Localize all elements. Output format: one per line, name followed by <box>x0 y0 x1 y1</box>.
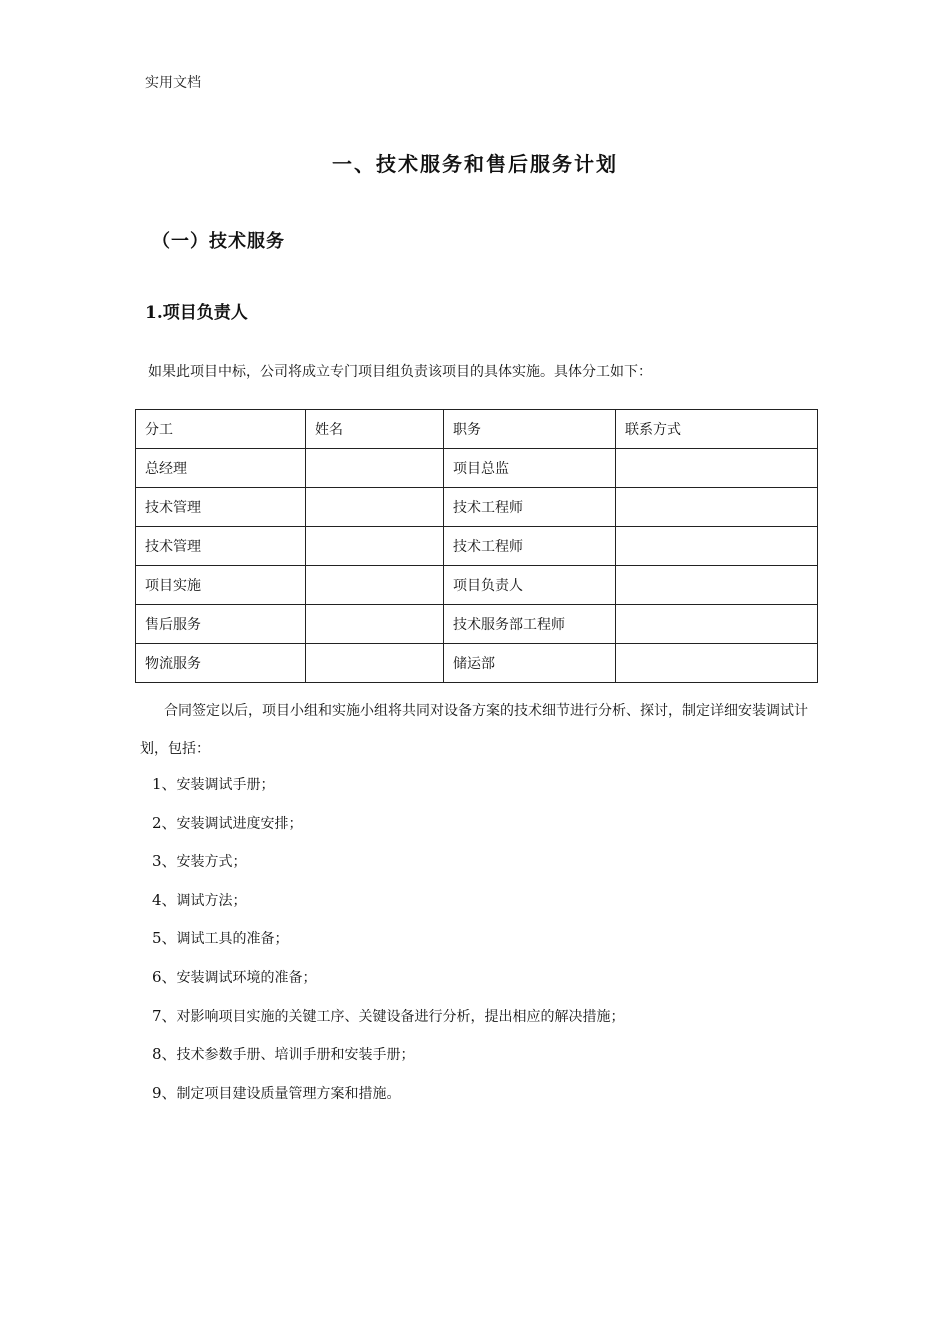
table-cell <box>616 605 818 644</box>
table-cell <box>306 644 444 683</box>
list-item-number: 6、 <box>152 967 177 986</box>
list-item-text: 对影响项目实施的关键工序、关键设备进行分析，提出相应的解决措施； <box>176 1008 625 1025</box>
table-cell <box>306 527 444 566</box>
staff-table <box>135 409 818 683</box>
table-cell <box>306 605 444 644</box>
table-row <box>136 527 818 566</box>
table-cell: 技术管理 <box>136 527 306 566</box>
step-list <box>152 765 625 1112</box>
table-cell: 技术工程师 <box>444 527 616 566</box>
list-item <box>152 804 625 843</box>
list-item-number: 8、 <box>152 1045 177 1064</box>
intro-paragraph: 如果此项目中标，公司将成立专门项目组负责该项目的具体实施。具体分工如下： <box>148 364 652 380</box>
table-cell: 储运部 <box>444 644 616 683</box>
list-item-number: 5、 <box>152 929 177 948</box>
table-cell: 技术工程师 <box>444 488 616 527</box>
table-cell: 技术服务部工程师 <box>444 605 616 644</box>
list-item-text: 调试方法； <box>176 892 247 909</box>
table-cell <box>616 566 818 605</box>
section-heading: （一）技术服务 <box>152 231 285 252</box>
table-cell <box>306 566 444 605</box>
list-item-text: 安装调试环境的准备； <box>176 969 317 986</box>
after-paragraph: 合同签定以后，项目小组和实施小组将共同对设备方案的技术细节进行分析、探讨，制定详细安装调试计划，包括： <box>140 703 808 757</box>
table-cell <box>616 527 818 566</box>
table-cell: 项目实施 <box>136 566 306 605</box>
list-item <box>152 765 625 804</box>
list-item-text: 制定项目建设质量管理方案和措施。 <box>176 1085 401 1102</box>
table-row <box>136 488 818 527</box>
list-item-number: 2、 <box>152 813 177 832</box>
table-cell <box>306 449 444 488</box>
table-cell: 项目负责人 <box>444 566 616 605</box>
list-item-number: 4、 <box>152 890 177 909</box>
table-row <box>136 605 818 644</box>
list-item-text: 调试工具的准备； <box>176 931 289 948</box>
list-item <box>152 958 625 997</box>
list-item-text: 安装调试进度安排； <box>176 815 303 832</box>
list-item <box>152 1074 625 1113</box>
header-label: 实用文档 <box>145 75 201 91</box>
table-cell <box>616 488 818 527</box>
list-item-number: 7、 <box>152 1006 177 1025</box>
list-item <box>152 1035 625 1074</box>
list-item-text: 安装方式； <box>176 854 247 871</box>
list-item-text: 技术参数手册、培训手册和安装手册； <box>176 1047 415 1064</box>
table-header-cell: 职务 <box>444 410 616 449</box>
list-item-number: 9、 <box>152 1083 177 1102</box>
table-header-cell: 分工 <box>136 410 306 449</box>
table-cell: 售后服务 <box>136 605 306 644</box>
list-item-number: 1、 <box>152 775 177 793</box>
table-cell: 物流服务 <box>136 644 306 683</box>
table-header-row <box>136 410 818 449</box>
table-header-cell: 联系方式 <box>616 410 818 449</box>
table-cell: 总经理 <box>136 449 306 488</box>
table-row <box>136 566 818 605</box>
list-item <box>152 881 625 920</box>
sub-heading: 1.项目负责人 <box>145 303 248 323</box>
table-cell: 技术管理 <box>136 488 306 527</box>
list-item <box>152 919 625 958</box>
list-item <box>152 997 625 1036</box>
table-cell <box>616 449 818 488</box>
table-cell: 项目总监 <box>444 449 616 488</box>
table-cell <box>616 644 818 683</box>
table-cell <box>306 488 444 527</box>
page-title: 一、技术服务和售后服务计划 <box>332 152 618 176</box>
list-item-number: 3、 <box>152 852 177 871</box>
list-item-text: 安装调试手册； <box>176 777 275 793</box>
list-item <box>152 842 625 881</box>
table-row <box>136 644 818 683</box>
table-row <box>136 449 818 488</box>
table-header-cell: 姓名 <box>306 410 444 449</box>
